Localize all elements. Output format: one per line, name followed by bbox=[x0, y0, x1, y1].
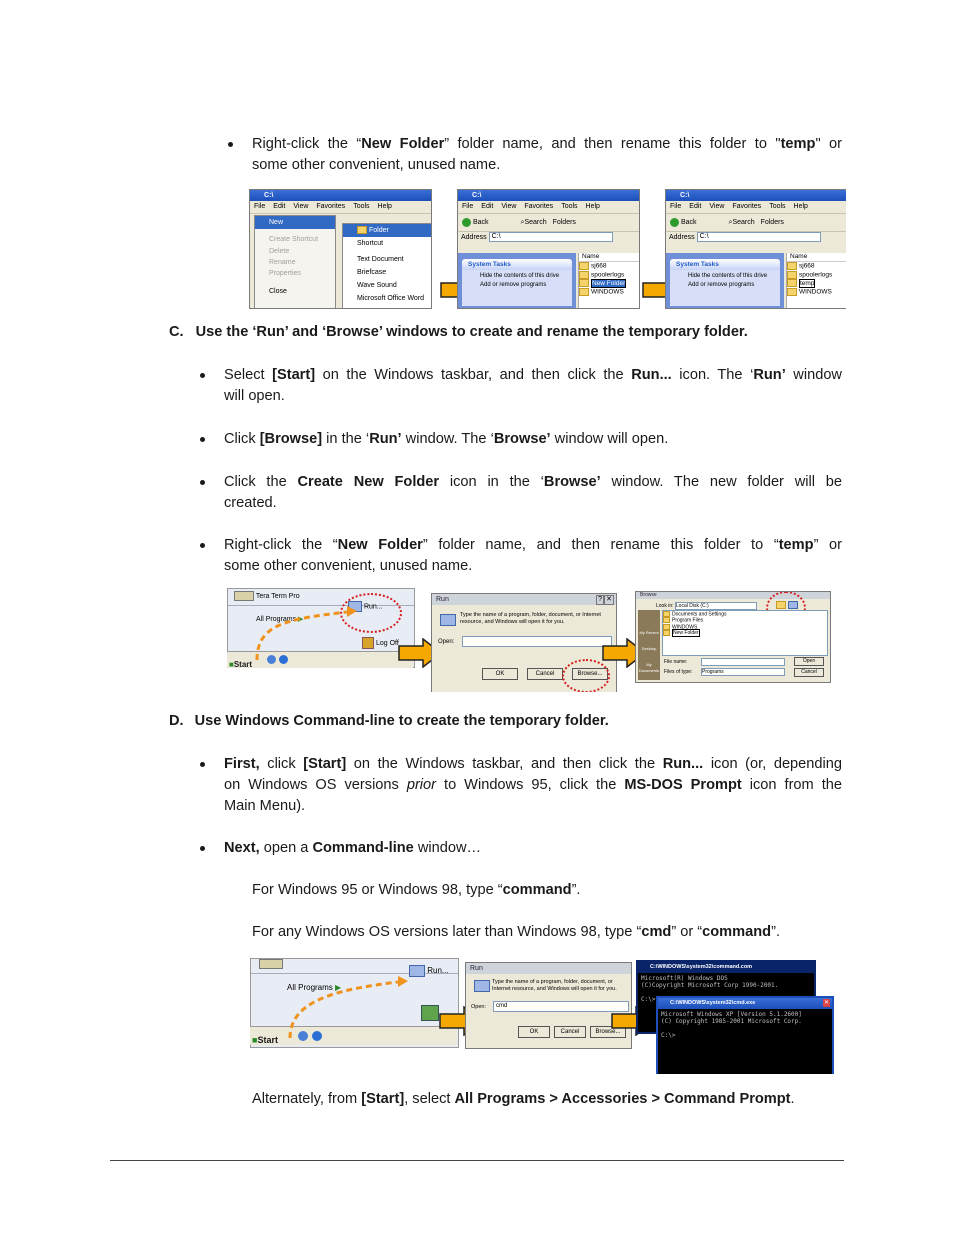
folder-icon bbox=[357, 226, 367, 234]
all-programs-item[interactable]: All Programs ▶ bbox=[287, 983, 342, 992]
place-my-recent[interactable]: My Recent bbox=[639, 630, 659, 635]
figure-run-browse bbox=[227, 588, 831, 692]
run-dialog bbox=[465, 962, 632, 1049]
toolbar bbox=[666, 214, 846, 232]
browse-dialog bbox=[635, 591, 831, 683]
menu-bar bbox=[250, 201, 431, 214]
log-off-item[interactable]: Log Off bbox=[362, 637, 399, 649]
open-label: Open: bbox=[438, 639, 455, 645]
run-program-icon bbox=[474, 980, 490, 992]
tasks-pane bbox=[458, 253, 576, 308]
folder-icon bbox=[579, 288, 589, 296]
menu-item-rename[interactable]: Rename bbox=[269, 259, 296, 266]
list-item[interactable]: spoolerlogs bbox=[787, 271, 846, 280]
look-in-select[interactable]: Local Disk (C:) bbox=[675, 602, 757, 610]
cmd-exe-output: Microsoft Windows XP [Version 5.1.2600] (C) Copyright 1985-2001 Microsoft Corp. C:\> bbox=[661, 1011, 802, 1039]
help-icon[interactable]: ? bbox=[598, 596, 602, 603]
file-name-label: File name: bbox=[664, 659, 688, 665]
list-item[interactable]: Program Files bbox=[663, 617, 827, 623]
folder-icon bbox=[663, 611, 670, 617]
open-input[interactable] bbox=[462, 636, 612, 647]
system-tasks-body bbox=[462, 270, 572, 306]
search-button[interactable]: Search bbox=[524, 219, 547, 226]
places-bar bbox=[638, 610, 660, 680]
column-header-name[interactable]: Name bbox=[579, 253, 640, 262]
menu-favorites[interactable]: Favorites bbox=[316, 203, 346, 210]
run-prompt: Type the name of a program, folder, document, or Internet resource, and Windows will open it for you. bbox=[492, 979, 617, 992]
bullet-dot bbox=[228, 142, 233, 147]
submenu-wave-sound[interactable]: Wave Sound bbox=[357, 282, 397, 289]
arrow-right-small-icon: ▶ bbox=[335, 983, 342, 992]
folder-icon bbox=[579, 279, 589, 287]
folders-button[interactable]: Folders bbox=[760, 219, 784, 226]
folder-icon bbox=[787, 262, 797, 270]
cancel-button[interactable]: Cancel bbox=[794, 668, 824, 677]
files-of-type-select[interactable]: Programs bbox=[701, 668, 785, 676]
list-item[interactable]: Documents and Settings bbox=[663, 611, 827, 617]
view-menu-icon[interactable] bbox=[788, 601, 798, 609]
bullet-rename-text: Right-click the “New Folder” folder name, and then rename this folder to "temp" or some other convenient, unused name. bbox=[252, 136, 842, 173]
menu-item-properties[interactable]: Properties bbox=[269, 270, 301, 277]
menu-file[interactable]: File bbox=[254, 203, 266, 210]
folder-icon bbox=[787, 279, 797, 287]
cmd-exe-title: C:\WINDOWS\system32\cmd.exe bbox=[658, 998, 832, 1009]
run-prompt: Type the name of a program, folder, document, or Internet resource, and Windows will open it for you. bbox=[460, 612, 601, 625]
run-icon bbox=[409, 965, 425, 977]
menu-help[interactable]: Help bbox=[377, 203, 392, 210]
column-header-name[interactable]: Name bbox=[787, 253, 846, 262]
start-button[interactable]: ■Start bbox=[252, 1035, 278, 1045]
bullet-dot bbox=[200, 480, 205, 485]
folder-list bbox=[578, 253, 640, 308]
run-dialog-title: Run bbox=[432, 594, 616, 605]
create-new-folder-icon[interactable] bbox=[776, 601, 786, 609]
run-item[interactable]: Run... bbox=[348, 601, 383, 612]
later-os-instruction: For any Windows OS versions later than Windows 98, type “cmd” or “command”. bbox=[252, 924, 781, 940]
file-menu bbox=[254, 215, 336, 309]
open-button[interactable]: Open bbox=[794, 657, 824, 666]
search-icon: ⌕ bbox=[520, 219, 525, 226]
submenu-folder[interactable]: Folder bbox=[343, 224, 432, 237]
alternate-instruction: Alternately, from [Start], select All Programs > Accessories > Command Prompt. bbox=[252, 1091, 795, 1107]
address-input[interactable]: C:\ bbox=[697, 232, 821, 242]
bullet-dot bbox=[200, 437, 205, 442]
list-item[interactable]: spoolerlogs bbox=[579, 271, 640, 280]
run-item[interactable]: Run... bbox=[409, 965, 449, 977]
folder-icon bbox=[579, 271, 589, 279]
tera-term-item[interactable]: Tera Term Pro bbox=[234, 591, 300, 601]
explorer-file-menu-panel bbox=[249, 189, 432, 309]
task-hide-contents[interactable]: Hide the contents of this drive bbox=[480, 273, 560, 279]
task-add-remove[interactable]: Add or remove programs bbox=[480, 282, 547, 288]
browse-button[interactable]: Browse... bbox=[590, 1026, 626, 1038]
submenu-text-document[interactable]: Text Document bbox=[357, 256, 404, 263]
submenu-briefcase[interactable]: Briefcase bbox=[357, 269, 387, 276]
cancel-button[interactable]: Cancel bbox=[554, 1026, 586, 1038]
address-bar: Address C:\ bbox=[458, 232, 639, 243]
close-icon[interactable]: ✕ bbox=[823, 1000, 829, 1006]
window-title: C:\ bbox=[458, 190, 639, 201]
win95-instruction: For Windows 95 or Windows 98, type “command”. bbox=[252, 882, 581, 898]
folder-icon bbox=[663, 624, 670, 630]
all-programs-item[interactable]: All Programs ▶ bbox=[256, 616, 304, 623]
address-input[interactable]: C:\ bbox=[489, 232, 613, 242]
toolbar bbox=[458, 214, 639, 232]
address-bar: Address C:\ bbox=[666, 232, 846, 243]
list-item[interactable]: WINDOWS bbox=[663, 624, 827, 630]
task-hide-contents[interactable]: Hide the contents of this drive bbox=[688, 273, 768, 279]
files-of-type-label: Files of type: bbox=[664, 669, 693, 675]
dashed-path-icon bbox=[247, 594, 357, 664]
folder-icon bbox=[663, 617, 670, 623]
browse-file-list bbox=[662, 610, 828, 656]
back-icon bbox=[670, 218, 679, 227]
list-item[interactable]: temp bbox=[787, 279, 846, 288]
cmd-exe-window bbox=[656, 996, 834, 1074]
bullet-dot bbox=[200, 543, 205, 548]
section-c-bullet-4: Right-click the “New Folder” folder name, and then rename this folder to “temp” or some other convenient, unused name. bbox=[224, 537, 842, 574]
explorer-new-folder-panel bbox=[457, 189, 640, 309]
open-label: Open: bbox=[471, 1004, 486, 1010]
close-icon[interactable]: ✕ bbox=[606, 596, 612, 603]
list-item[interactable]: sj668 bbox=[579, 262, 640, 271]
system-tasks-header[interactable]: System Tasks bbox=[670, 259, 780, 270]
menu-item-close[interactable]: Close bbox=[269, 288, 287, 295]
windows-logo-icon: ■ bbox=[252, 1035, 258, 1045]
section-c-bullet-1: Select [Start] on the Windows taskbar, and then click the Run... icon. The ‘Run’ window will open. bbox=[224, 367, 842, 404]
list-item[interactable]: New Folder bbox=[663, 630, 827, 636]
log-off-key-icon[interactable] bbox=[421, 1005, 439, 1021]
file-name-input[interactable] bbox=[701, 658, 785, 666]
folder-icon bbox=[663, 630, 670, 636]
run-program-icon bbox=[440, 614, 456, 626]
figure-explorer-new-folder bbox=[249, 189, 846, 309]
cancel-button[interactable]: Cancel bbox=[527, 668, 563, 680]
ok-button[interactable]: OK bbox=[518, 1026, 550, 1038]
menu-tools[interactable]: Tools bbox=[353, 203, 370, 210]
folder-icon bbox=[579, 262, 589, 270]
section-d-heading: D. Use Windows Command-line to create the temporary folder. bbox=[169, 713, 609, 729]
menu-bar: File Edit View Favorites Tools Help bbox=[458, 201, 639, 214]
open-input[interactable]: cmd bbox=[493, 1001, 629, 1012]
submenu-shortcut[interactable]: Shortcut bbox=[357, 240, 384, 247]
run-dialog-title: Run bbox=[466, 963, 631, 974]
windows-logo-icon: ■ bbox=[229, 660, 234, 669]
task-add-remove[interactable]: Add or remove programs bbox=[688, 282, 755, 288]
menu-item-create-shortcut[interactable]: Create Shortcut bbox=[269, 236, 319, 243]
menu-item-new[interactable]: New bbox=[255, 216, 335, 229]
menu-bar: File Edit View Favorites Tools Help bbox=[666, 201, 846, 214]
folder-icon bbox=[787, 288, 797, 296]
new-submenu bbox=[342, 223, 432, 309]
bullet-dot bbox=[200, 373, 205, 378]
look-in-label: Look in: bbox=[656, 603, 674, 609]
explorer-renamed-temp-panel bbox=[665, 189, 846, 309]
search-button[interactable]: Search bbox=[732, 219, 755, 226]
folders-button[interactable]: Folders bbox=[552, 219, 576, 226]
back-button[interactable]: Back bbox=[473, 219, 489, 226]
window-title: C:\ bbox=[250, 190, 431, 201]
arrow-right-small-icon: ▶ bbox=[298, 616, 304, 623]
dashed-path-icon bbox=[280, 968, 410, 1042]
command-com-title: C:\WINDOWS\system32\command.com bbox=[638, 962, 814, 973]
system-tasks-body bbox=[670, 270, 780, 306]
list-item[interactable]: WINDOWS bbox=[787, 288, 846, 297]
list-item[interactable]: sj668 bbox=[787, 262, 846, 271]
run-highlight-ring bbox=[340, 593, 402, 633]
folder-list bbox=[786, 253, 846, 308]
start-button[interactable]: ■Start bbox=[229, 660, 253, 669]
figure-command-line bbox=[250, 958, 834, 1074]
tasks-pane bbox=[666, 253, 784, 308]
section-d-bullet-1: First, click [Start] on the Windows taskbar, and then click the Run... icon (or, depending on Windows OS versions prior to Windows 95, click the MS-DOS Prompt icon from the Main Menu). bbox=[224, 756, 843, 814]
ok-button[interactable]: OK bbox=[482, 668, 518, 680]
back-icon bbox=[462, 218, 471, 227]
section-c-bullet-2: Click [Browse] in the ‘Run’ window. The ‘Browse’ window will open. bbox=[224, 431, 669, 447]
system-tasks-header[interactable]: System Tasks bbox=[462, 259, 572, 270]
back-button[interactable]: Back bbox=[681, 219, 697, 226]
place-my-documents[interactable]: My Documents bbox=[638, 662, 660, 673]
key-icon bbox=[362, 637, 374, 649]
section-c-bullet-3: Click the Create New Folder icon in the ‘Browse’ window. The new folder will be created. bbox=[224, 474, 842, 511]
folder-icon bbox=[787, 271, 797, 279]
menu-view[interactable]: View bbox=[293, 203, 309, 210]
command-com-output: Microsoft(R) Windows DOS (C)Copyright Microsoft Corp 1990-2001. C:\> bbox=[641, 975, 779, 1003]
search-icon: ⌕ bbox=[728, 219, 733, 226]
menu-edit[interactable]: Edit bbox=[273, 203, 286, 210]
submenu-word[interactable]: Microsoft Office Word bbox=[357, 295, 425, 302]
section-c-heading: C. Use the ‘Run’ and ‘Browse’ windows to create and rename the temporary folder. bbox=[169, 324, 748, 340]
list-item[interactable]: New Folder bbox=[579, 279, 640, 288]
footer-rule bbox=[110, 1160, 844, 1161]
window-title: C:\ bbox=[666, 190, 846, 201]
bullet-dot bbox=[200, 846, 205, 851]
bullet-dot bbox=[200, 762, 205, 767]
list-item[interactable]: WINDOWS bbox=[579, 288, 640, 297]
place-desktop[interactable]: Desktop bbox=[641, 646, 657, 651]
browse-dialog-title: Browse bbox=[636, 592, 830, 599]
browse-button[interactable]: Browse... bbox=[572, 668, 608, 680]
menu-item-delete[interactable]: Delete bbox=[269, 248, 290, 255]
section-d-bullet-2: Next, open a Command-line window… bbox=[224, 840, 482, 856]
